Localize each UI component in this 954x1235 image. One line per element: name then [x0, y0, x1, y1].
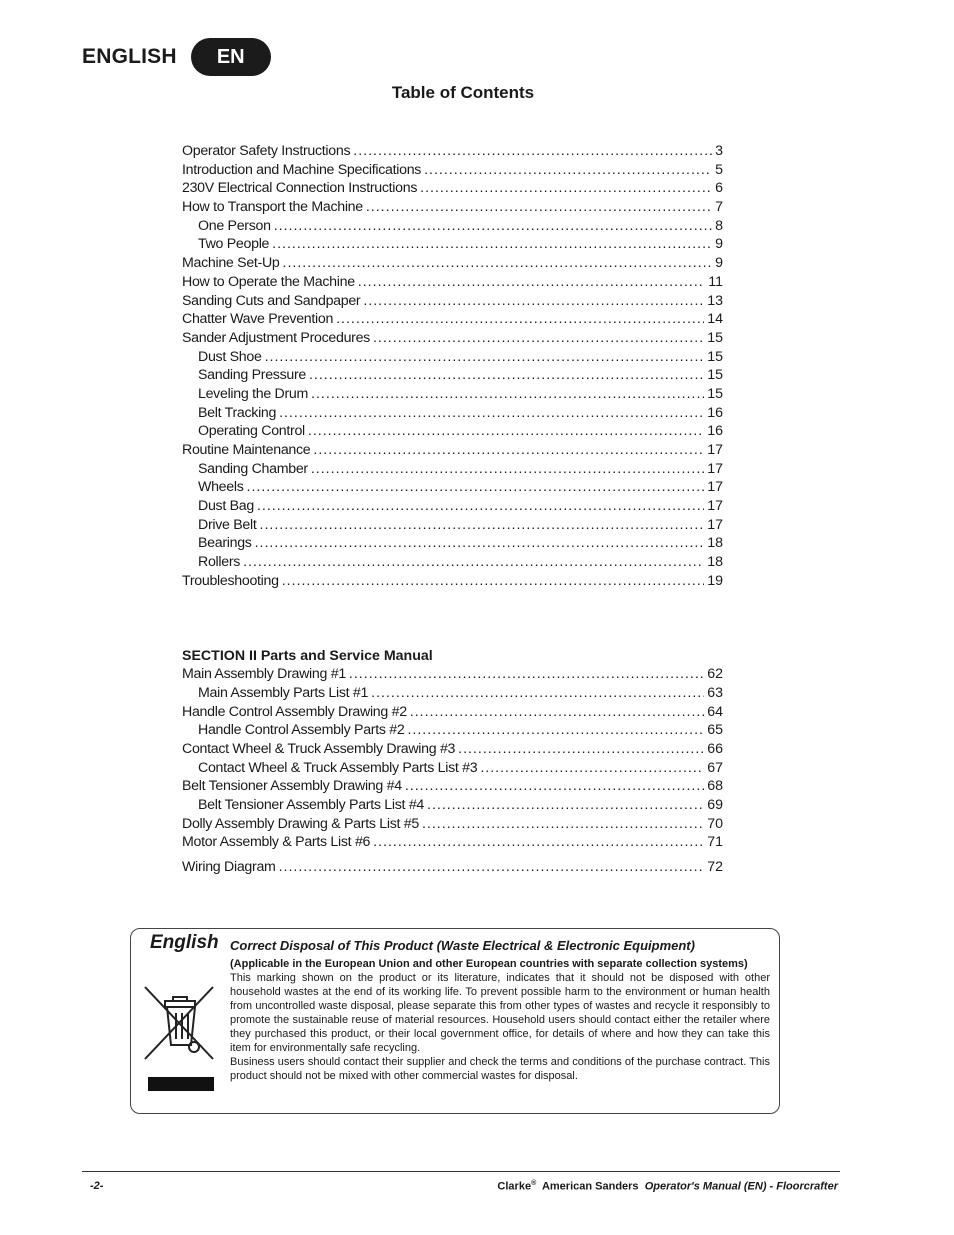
- toc-entry-page: 70: [707, 815, 723, 832]
- toc-entry-page: 6: [715, 180, 723, 197]
- toc-entry-page: 18: [707, 535, 723, 552]
- toc-leader-dots: [313, 441, 704, 460]
- toc-leader-dots: [279, 404, 704, 423]
- toc-entry: [182, 478, 723, 497]
- toc-entry-label: Handle Control Assembly Parts #2: [198, 722, 405, 739]
- toc-entry-label: How to Operate the Machine: [182, 273, 355, 290]
- toc-leader-dots: [274, 217, 712, 236]
- toc-entry-label: Machine Set-Up: [182, 255, 280, 272]
- toc-entry: [182, 777, 723, 796]
- toc-entry-page: 72: [707, 859, 723, 876]
- toc-entry: [182, 254, 723, 273]
- language-badge: EN: [191, 38, 271, 76]
- toc-entry-page: 68: [707, 778, 723, 795]
- weee-body: [230, 957, 770, 1083]
- toc-entry: [182, 460, 723, 479]
- toc-entry: [182, 796, 723, 815]
- toc-leader-dots: [260, 516, 705, 535]
- section2-title: SECTION II Parts and Service Manual: [182, 647, 433, 664]
- toc-leader-dots: [407, 721, 704, 740]
- toc-entry: [182, 534, 723, 553]
- toc-entry-page: 9: [715, 236, 723, 253]
- toc-entry: [182, 198, 723, 217]
- toc-entry-page: 13: [707, 292, 723, 309]
- toc-entry-label: Dolly Assembly Drawing & Parts List #5: [182, 815, 419, 832]
- toc-entry-label: Introduction and Machine Specifications: [182, 161, 422, 178]
- weee-paragraph-2: Business users should contact their supplier and check the terms and conditions of the purchase contract. This product should not be mixed with other commercial wastes for disposal.: [230, 1056, 770, 1082]
- toc-entry-page: 15: [707, 329, 723, 346]
- toc-entry-page: 7: [715, 199, 723, 216]
- toc-entry-label: Wheels: [198, 479, 244, 496]
- toc-entry: [182, 348, 723, 367]
- weee-paragraph-1: This marking shown on the product or its literature, indicates that it should not be disposed with other household wastes at the end of its working life. To prevent possible harm to the environment or human health from uncontrolled waste disposal, please separate this from other types of wastes and recycle it responsibly to promote the sustainable reuse of material resources. Household users should contact either the retailer where they purchased this product, or their local government office, for details of where and how they can take this item for environmentally safe recycling.: [230, 972, 770, 1054]
- toc-leader-dots: [243, 553, 704, 572]
- toc-leader-dots: [424, 161, 712, 180]
- section2-list: [182, 665, 723, 877]
- toc-entry: [182, 142, 723, 161]
- toc-entry-label: Contact Wheel & Truck Assembly Drawing #3: [182, 740, 456, 757]
- toc-leader-dots: [427, 796, 704, 815]
- toc-entry: [182, 858, 723, 877]
- toc-entry-label: Belt Tracking: [198, 404, 277, 421]
- toc-entry-page: 15: [707, 367, 723, 384]
- table-of-contents: [182, 142, 723, 877]
- toc-entry-page: 17: [707, 498, 723, 515]
- toc-leader-dots: [373, 833, 704, 852]
- toc-leader-dots: [309, 366, 704, 385]
- footer-company: American Sanders: [541, 1180, 639, 1193]
- toc-leader-dots: [272, 235, 712, 254]
- toc-entry-page: 14: [707, 311, 723, 328]
- toc-entry: [182, 422, 723, 441]
- toc-entry-label: Sander Adjustment Procedures: [182, 329, 370, 346]
- toc-entry-page: 63: [707, 684, 723, 701]
- toc-entry-page: 16: [707, 423, 723, 440]
- toc-entry-page: 69: [707, 797, 723, 813]
- toc-leader-dots: [405, 777, 704, 796]
- toc-entry-label: Belt Tensioner Assembly Drawing #4: [182, 778, 402, 795]
- toc-entry-page: 9: [715, 255, 723, 272]
- toc-entry-label: Handle Control Assembly Drawing #2: [182, 703, 407, 720]
- toc-leader-dots: [458, 740, 704, 759]
- toc-entry-page: 17: [707, 442, 723, 458]
- toc-entry: [182, 404, 723, 423]
- toc-entry-label: Operating Control: [198, 423, 305, 440]
- toc-leader-dots: [265, 348, 705, 367]
- toc-entry-label: Drive Belt: [198, 516, 257, 533]
- weee-black-bar: [148, 1077, 214, 1091]
- toc-entry-page: 5: [715, 161, 723, 178]
- toc-leader-dots: [363, 292, 704, 311]
- toc-entry-label: Two People: [198, 236, 270, 253]
- toc-leader-dots: [349, 665, 704, 684]
- toc-entry: [182, 235, 723, 254]
- toc-entry-label: Sanding Pressure: [198, 367, 306, 384]
- crossed-out-wheelie-bin-icon: [141, 983, 217, 1063]
- toc-entry: [182, 310, 723, 329]
- toc-entry-label: Leveling the Drum: [198, 385, 309, 402]
- toc-leader-dots: [420, 179, 712, 198]
- toc-entry: [182, 497, 723, 516]
- toc-leader-dots: [410, 703, 704, 722]
- toc-entry-page: 16: [707, 404, 723, 421]
- toc-entry-label: Operator Safety Instructions: [182, 143, 351, 159]
- toc-leader-dots: [282, 572, 705, 591]
- toc-leader-dots: [480, 759, 704, 778]
- footer-manual: Operator's Manual (EN) - Floorcrafter: [644, 1180, 838, 1193]
- toc-entry-label: Sanding Cuts and Sandpaper: [182, 292, 361, 309]
- toc-entry: [182, 553, 723, 572]
- weee-title: Correct Disposal of This Product (Waste Electrical & Electronic Equipment): [230, 938, 695, 953]
- weee-notice: [130, 928, 780, 1114]
- toc-entry-label: Rollers: [198, 554, 241, 571]
- toc-entry: [182, 759, 723, 778]
- toc-entry: [182, 217, 723, 236]
- toc-entry: [182, 665, 723, 684]
- toc-entry-page: 17: [707, 460, 723, 477]
- toc-entry: [182, 441, 723, 460]
- toc-entry: [182, 572, 723, 591]
- registered-mark: ®: [531, 1180, 537, 1187]
- toc-leader-dots: [255, 534, 705, 553]
- toc-entry: [182, 721, 723, 740]
- footer-publication: [497, 1180, 838, 1193]
- toc-entry: [182, 161, 723, 180]
- toc-entry-label: Motor Assembly & Parts List #6: [182, 834, 371, 851]
- toc-entry-label: Dust Shoe: [198, 348, 262, 365]
- toc-entry: [182, 179, 723, 198]
- toc-entry: [182, 815, 723, 834]
- toc-entry-page: 15: [707, 385, 723, 402]
- toc-entry-page: 19: [707, 572, 723, 589]
- toc-entry: [182, 329, 723, 348]
- toc-leader-dots: [311, 460, 704, 479]
- toc-entry-page: 64: [707, 703, 723, 720]
- toc-entry: [182, 684, 723, 703]
- toc-entry-label: 230V Electrical Connection Instructions: [182, 180, 418, 197]
- toc-entry-label: Main Assembly Drawing #1: [182, 666, 346, 683]
- toc-leader-dots: [371, 684, 704, 703]
- toc-entry-page: 11: [708, 273, 723, 290]
- toc-entry-page: 15: [707, 348, 723, 365]
- toc-leader-dots: [353, 142, 712, 161]
- toc-entry: [182, 366, 723, 385]
- toc-entry-label: Routine Maintenance: [182, 442, 311, 458]
- toc-entry-label: Bearings: [198, 535, 252, 552]
- toc-entry-label: One Person: [198, 217, 271, 234]
- footer-divider: [82, 1171, 840, 1172]
- toc-entry: [182, 273, 723, 292]
- toc-entry: [182, 740, 723, 759]
- toc-entry-label: Sanding Chamber: [198, 460, 308, 477]
- toc-entry-label: Chatter Wave Prevention: [182, 311, 334, 328]
- toc-entry: [182, 833, 723, 852]
- toc-entry-label: Contact Wheel & Truck Assembly Parts List #3: [198, 759, 478, 776]
- toc-leader-dots: [308, 422, 704, 441]
- toc-entry-label: Main Assembly Parts List #1: [198, 684, 369, 701]
- toc-entry-page: 18: [707, 554, 723, 571]
- toc-entry: [182, 292, 723, 311]
- toc-leader-dots: [336, 310, 704, 329]
- toc-entry-page: 71: [707, 834, 723, 851]
- toc-list: [182, 142, 723, 591]
- toc-leader-dots: [283, 254, 713, 273]
- toc-leader-dots: [247, 478, 705, 497]
- toc-entry-page: 65: [707, 722, 723, 739]
- weee-language: English: [150, 932, 219, 953]
- toc-entry-page: 17: [707, 516, 723, 533]
- toc-entry-page: 8: [715, 217, 723, 234]
- language-header: [82, 38, 271, 76]
- toc-entry-page: 17: [707, 479, 723, 496]
- toc-entry-label: How to Transport the Machine: [182, 199, 363, 216]
- toc-title: Table of Contents: [391, 83, 535, 102]
- toc-entry-label: Troubleshooting: [182, 572, 279, 589]
- toc-entry: [182, 385, 723, 404]
- toc-leader-dots: [422, 815, 704, 834]
- toc-leader-dots: [373, 329, 704, 348]
- footer-brand: Clarke: [497, 1180, 532, 1193]
- toc-entry-label: Belt Tensioner Assembly Parts List #4: [198, 797, 424, 813]
- toc-entry-page: 62: [707, 666, 723, 683]
- toc-entry: [182, 516, 723, 535]
- toc-entry: [182, 703, 723, 722]
- toc-entry-label: Dust Bag: [198, 498, 254, 515]
- toc-leader-dots: [311, 385, 704, 404]
- toc-leader-dots: [358, 273, 705, 292]
- toc-entry-page: 67: [707, 759, 723, 776]
- toc-entry-label: Wiring Diagram: [182, 859, 276, 876]
- toc-entry-page: 3: [715, 143, 723, 159]
- page-number: -2-: [90, 1180, 104, 1192]
- toc-leader-dots: [279, 858, 705, 877]
- weee-subtitle: (Applicable in the European Union and other European countries with separate collection systems): [230, 958, 748, 970]
- toc-leader-dots: [366, 198, 712, 217]
- toc-entry-page: 66: [707, 740, 723, 757]
- toc-leader-dots: [257, 497, 704, 516]
- language-label: ENGLISH: [82, 45, 177, 68]
